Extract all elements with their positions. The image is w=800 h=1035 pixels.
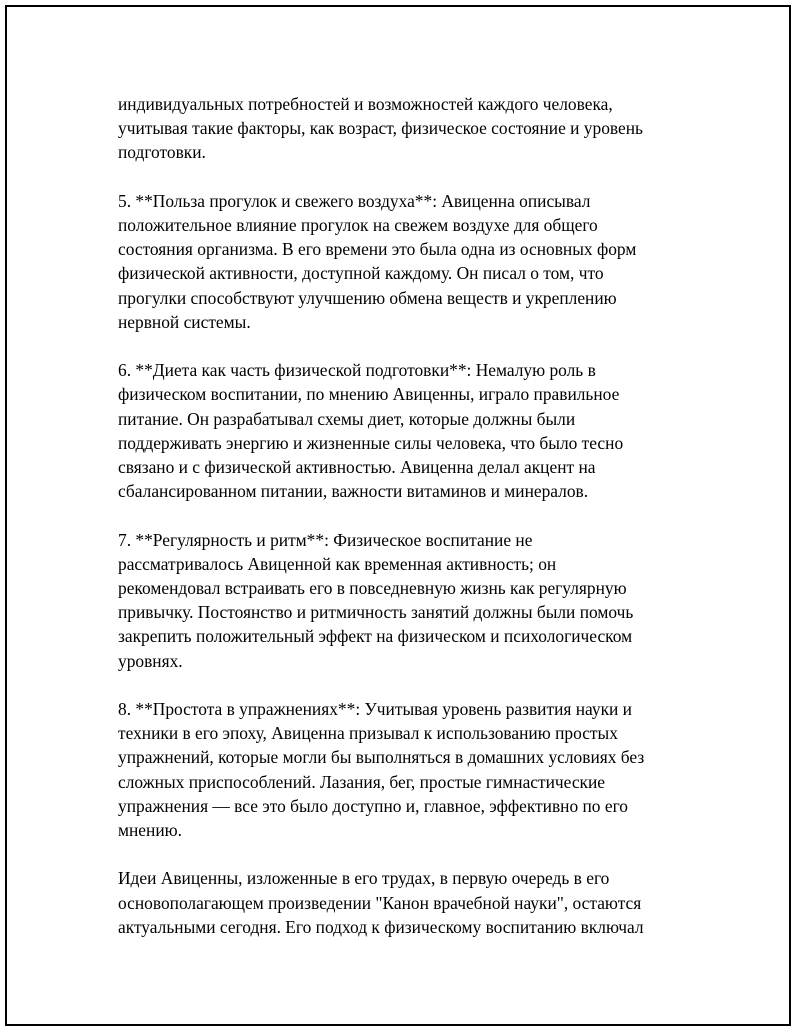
text-line: питание. Он разрабатывал схемы диет, которые должны были xyxy=(118,408,576,429)
text-line: актуальными сегодня. Его подход к физическому воспитанию включал xyxy=(118,916,644,937)
text-line: упражнений, которые могли бы выполняться в домашних условиях без xyxy=(118,747,645,768)
paragraph-intro-continuation xyxy=(118,92,698,165)
paragraph-conclusion xyxy=(118,866,698,939)
text-line: сбалансированном питании, важности витаминов и минералов. xyxy=(118,481,589,502)
paragraph-item-7 xyxy=(118,528,698,673)
text-line: учитывая такие факторы, как возраст, физическое состояние и уровень xyxy=(118,118,643,139)
text-line: 8. **Простота в упражнениях**: Учитывая уровень развития науки и xyxy=(118,699,632,720)
text-line: 7. **Регулярность и ритм**: Физическое воспитание не xyxy=(118,529,533,550)
page-content xyxy=(118,92,698,963)
paragraph-item-8 xyxy=(118,697,698,842)
text-line: закрепить положительный эффект на физическом и психологическом xyxy=(118,626,633,647)
text-line: положительное влияние прогулок на свежем воздухе для общего xyxy=(118,215,598,235)
text-line: техники в его эпоху, Авиценна призывал к использованию простых xyxy=(118,723,618,744)
text-line: нервной системы. xyxy=(118,311,251,332)
text-line: состояния организма. В его времени это была одна из основных форм xyxy=(118,239,637,260)
text-line: связано и с физической активностью. Авиценна делал акцент на xyxy=(118,457,596,478)
text-line: привычку. Постоянство и ритмичность занятий должны были помочь xyxy=(118,602,634,623)
text-line: Идеи Авиценны, изложенные в его трудах, в первую очередь в его xyxy=(118,868,610,889)
text-line: рекомендовал встраивать его в повседневную жизнь как регулярную xyxy=(118,578,627,599)
text-line: подготовки. xyxy=(118,142,206,163)
text-line: 5. **Польза прогулок и свежего воздуха**: Авиценна описывал xyxy=(118,190,591,211)
text-line: упражнения — все это было доступно и, главное, эффективно по его xyxy=(118,795,628,816)
paragraph-item-5 xyxy=(118,189,698,334)
text-line: поддерживать энергию и жизненные силы человека, что было тесно xyxy=(118,432,624,453)
text-line: рассматривалось Авиценной как временная активность; он xyxy=(118,553,557,574)
text-line: сложных приспособлений. Лазания, бег, простые гимнастические xyxy=(118,771,606,792)
text-line: мнению. xyxy=(118,820,182,841)
text-line: уровнях. xyxy=(118,650,183,671)
text-line: прогулки способствуют улучшению обмена веществ и укреплению xyxy=(118,287,617,308)
paragraph-item-6 xyxy=(118,358,698,503)
text-line: физической активности, доступной каждому. Он писал о том, что xyxy=(118,263,604,284)
text-line: 6. **Диета как часть физической подготовки**: Немалую роль в xyxy=(118,360,596,381)
text-line: физическом воспитании, по мнению Авиценны, играло правильное xyxy=(118,384,620,405)
text-line: основополагающем произведении "Канон врачебной науки", остаются xyxy=(118,892,642,913)
text-line: индивидуальных потребностей и возможностей каждого человека, xyxy=(118,94,613,114)
